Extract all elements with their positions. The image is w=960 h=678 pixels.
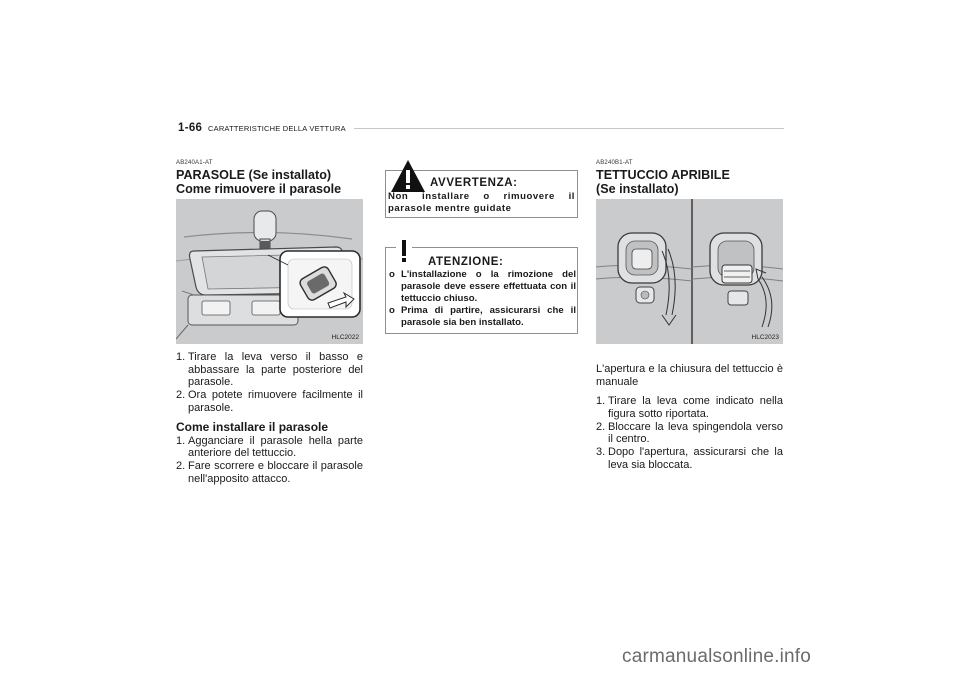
bullet: o [389,269,395,280]
step-text: Ora potete rimuovere facilmente il parasole. [188,389,363,414]
remove-heading: Come rimuovere il parasole [176,182,342,196]
list-item [596,395,783,420]
step-number: 2. [176,389,186,402]
sunshade-figure [176,199,363,344]
tettuccio-intro: L'apertura e la chiusura del tettuccio è manuale [596,363,783,388]
sunroof-illustration [596,199,783,344]
figure-code: HLC2023 [751,334,779,341]
figure-code: HLC2022 [331,334,359,341]
sunshade-illustration [176,199,363,344]
step-text: Agganciare il parasole hella parte anteriore del tettuccio. [188,434,363,460]
section-title: CARATTERISTICHE DELLA VETTURA [208,124,346,133]
watermark: carmanualsonline.info [622,646,812,667]
tettuccio-title: TETTUCCIO APRIBILE [596,168,730,182]
avvertenza-text: Non installare o rimuovere il parasole mentre guidate [388,191,575,214]
bullet: o [389,305,395,316]
item-text: L'installazione o la rimozione del parasole deve essere effettuata con il tettuccio chiuso. [401,269,576,304]
caution-exclamation-icon [396,236,412,266]
parasole-title: PARASOLE (Se installato) [176,168,332,182]
item-text: Prima di partire, assicurarsi che il parasole sia ben installato. [401,305,576,328]
tettuccio-subtitle: (Se installato) [596,182,679,196]
list-item [176,351,363,389]
page-number: 1-66 [178,122,203,134]
list-item [176,435,363,460]
attenzione-box [385,247,578,334]
install-heading: Come installare il parasole [176,419,329,434]
attenzione-title: ATENZIONE: [428,256,504,268]
list-item [388,305,576,329]
page-header [178,122,784,136]
list-item [176,389,363,414]
list-item [176,460,363,485]
tettuccio-section [596,160,783,471]
step-number: 3. [596,446,606,458]
section-code: AB240A1-AT [176,160,213,166]
step-number: 1. [596,395,606,408]
step-number: 1. [176,434,186,447]
sunroof-figure [596,199,783,344]
step-text: Tirare la leva come indicato nella figura sotto riportata. [608,395,783,420]
step-text: Dopo l'apertura, assicurarsi che la leva sia bloccata. [608,446,783,471]
step-number: 2. [176,459,186,472]
avvertenza-title: AVVERTENZA: [430,177,518,189]
remove-steps-list [176,351,363,415]
parasole-section [176,160,363,485]
avvertenza-box [385,170,578,218]
tettuccio-steps-list [596,395,783,471]
warning-triangle-icon [390,159,426,193]
step-text: Tirare la leva verso il basso e abbassare la parte posteriore del parasole. [188,351,363,389]
install-steps-list [176,435,363,486]
list-item [596,446,783,471]
header-rule [354,128,784,129]
list-item [388,269,576,305]
step-number: 2. [596,420,606,433]
list-item [596,421,783,446]
step-text: Fare scorrere e bloccare il parasole nell'apposito attacco. [188,459,363,485]
step-text: Bloccare la leva spingendola verso il centro. [608,420,783,446]
step-number: 1. [176,351,186,363]
attenzione-list [388,269,576,329]
section-code: AB240B1-AT [596,160,633,166]
